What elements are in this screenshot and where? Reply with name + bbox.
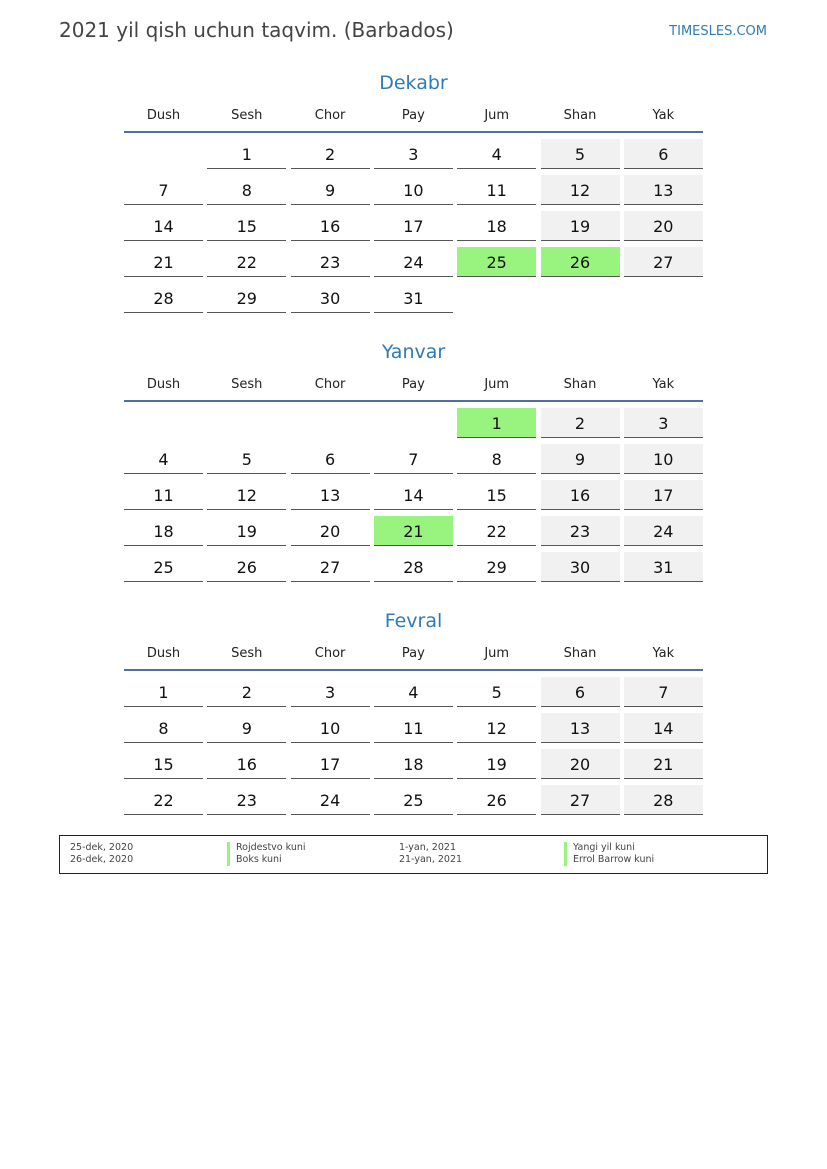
day-cell: 30 [541,552,620,582]
weekday-label: Chor [314,646,346,661]
weekday-header [124,367,703,402]
day-cell: 31 [624,552,703,582]
weekday-header [124,636,703,671]
day-cell: 6 [624,139,703,169]
day-cell: 27 [541,785,620,815]
legend-holiday-name: Errol Barrow kuni [564,854,654,866]
month-title: Yanvar [381,341,446,363]
weekday-label: Jum [484,108,510,123]
day-cell: 29 [207,283,286,313]
day-cell: 29 [457,552,536,582]
day-cell: 9 [541,444,620,474]
weekday-label: Yak [652,108,675,123]
weekday-label: Jum [484,377,510,392]
weekday-label: Pay [401,377,425,392]
month-title: Dekabr [379,72,448,94]
day-cell: 17 [624,480,703,510]
day-cell: 15 [124,749,203,779]
day-cell: 26 [457,785,536,815]
day-cell: 19 [207,516,286,546]
day-cell: 28 [374,552,453,582]
day-cell: 8 [457,444,536,474]
day-cell: 2 [291,139,370,169]
day-cell: 16 [207,749,286,779]
day-cell: 31 [374,283,453,313]
day-cell: 15 [207,211,286,241]
legend-holiday-name: Boks kuni [227,854,282,866]
day-cell: 2 [207,677,286,707]
legend-date: 26-dek, 2020 [70,854,134,865]
day-cell: 14 [124,211,203,241]
day-cell: 13 [624,175,703,205]
holiday-day-cell: 1 [457,408,536,438]
day-cell: 10 [291,713,370,743]
day-cell: 9 [291,175,370,205]
day-cell: 7 [624,677,703,707]
legend-date: 25-dek, 2020 [70,842,134,853]
day-cell: 18 [124,516,203,546]
day-cell: 6 [541,677,620,707]
brand-link[interactable]: TIMESLES.COM [669,24,767,39]
day-cell: 1 [207,139,286,169]
weekday-label: Pay [401,108,425,123]
day-cell: 27 [624,247,703,277]
day-cell: 1 [124,677,203,707]
day-cell: 11 [124,480,203,510]
legend-holiday-name: Yangi yil kuni [564,842,635,854]
day-cell: 28 [624,785,703,815]
weekday-label: Dush [146,108,181,123]
day-cell: 22 [457,516,536,546]
weekday-label: Sesh [231,377,263,392]
weekday-label: Shan [563,377,597,392]
day-cell: 6 [291,444,370,474]
legend-holiday-name: Rojdestvo kuni [227,842,306,854]
day-cell: 7 [374,444,453,474]
day-cell: 16 [291,211,370,241]
weekday-label: Sesh [231,646,263,661]
weekday-label: Dush [146,646,181,661]
weekday-label: Yak [652,377,675,392]
weekday-label: Chor [314,108,346,123]
day-cell: 12 [541,175,620,205]
day-cell: 26 [207,552,286,582]
day-cell: 4 [457,139,536,169]
day-cell: 8 [124,713,203,743]
holiday-day-cell: 25 [457,247,536,277]
day-cell: 3 [291,677,370,707]
day-cell: 19 [541,211,620,241]
day-cell: 23 [541,516,620,546]
day-cell: 20 [624,211,703,241]
day-cell: 11 [374,713,453,743]
day-cell: 10 [374,175,453,205]
day-cell: 3 [374,139,453,169]
day-cell: 20 [541,749,620,779]
day-cell: 5 [457,677,536,707]
day-cell: 22 [207,247,286,277]
day-cell: 18 [457,211,536,241]
day-cell: 28 [124,283,203,313]
day-cell: 5 [541,139,620,169]
day-cell: 30 [291,283,370,313]
page-title: 2021 yil qish uchun taqvim. (Barbados) [59,18,454,42]
day-cell: 2 [541,408,620,438]
day-cell: 16 [541,480,620,510]
weekday-label: Shan [563,108,597,123]
month-title: Fevral [384,610,443,632]
day-cell: 13 [291,480,370,510]
weekday-label: Jum [484,646,510,661]
day-cell: 15 [457,480,536,510]
day-cell: 10 [624,444,703,474]
day-cell: 4 [374,677,453,707]
holiday-day-cell: 26 [541,247,620,277]
holiday-legend [59,835,768,874]
day-cell: 8 [207,175,286,205]
day-cell: 24 [374,247,453,277]
weekday-label: Pay [401,646,425,661]
day-cell: 12 [457,713,536,743]
month-block [124,606,703,810]
weekday-label: Yak [652,646,675,661]
day-cell: 3 [624,408,703,438]
day-cell: 27 [291,552,370,582]
weekday-label: Dush [146,377,181,392]
day-cell: 18 [374,749,453,779]
day-cell: 21 [124,247,203,277]
day-cell: 17 [291,749,370,779]
weekday-label: Sesh [231,108,263,123]
day-cell: 17 [374,211,453,241]
day-cell: 25 [124,552,203,582]
day-cell: 4 [124,444,203,474]
day-cell: 21 [624,749,703,779]
day-cell: 25 [374,785,453,815]
month-block [124,68,703,308]
legend-date: 21-yan, 2021 [399,854,463,865]
day-cell: 20 [291,516,370,546]
day-cell: 22 [124,785,203,815]
day-cell: 11 [457,175,536,205]
weekday-label: Chor [314,377,346,392]
day-cell: 5 [207,444,286,474]
day-cell: 9 [207,713,286,743]
weekday-label: Shan [563,646,597,661]
day-cell: 7 [124,175,203,205]
day-cell: 23 [291,247,370,277]
day-cell: 23 [207,785,286,815]
day-cell: 12 [207,480,286,510]
day-cell: 24 [291,785,370,815]
day-cell: 24 [624,516,703,546]
month-block [124,337,703,577]
day-cell: 19 [457,749,536,779]
day-cell: 14 [624,713,703,743]
holiday-day-cell: 21 [374,516,453,546]
day-cell: 13 [541,713,620,743]
weekday-header [124,98,703,133]
legend-date: 1-yan, 2021 [399,842,456,853]
day-cell: 14 [374,480,453,510]
